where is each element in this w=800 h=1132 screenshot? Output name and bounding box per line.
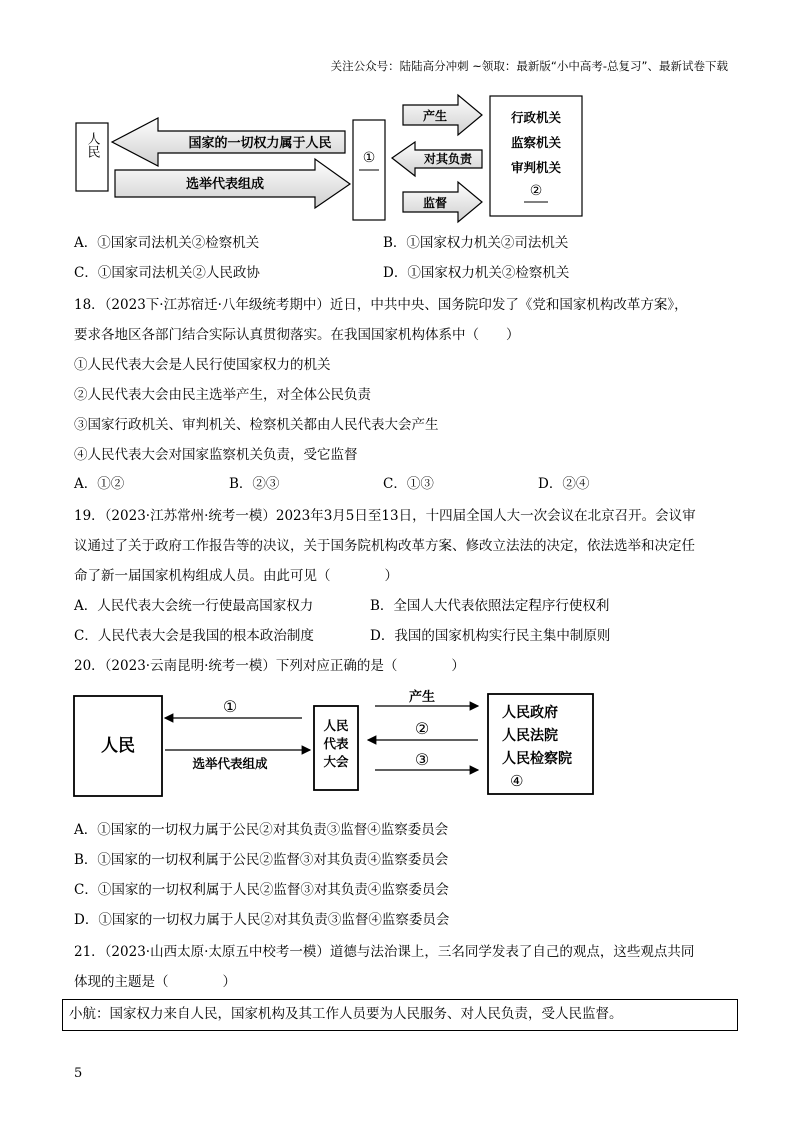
option-label: D． bbox=[370, 628, 395, 644]
organ-3: 审判机关 bbox=[510, 160, 562, 175]
q21-quote-box bbox=[62, 999, 738, 1031]
q21-quote-text: 小航：国家权力来自人民，国家机构及其工作人员要为人民服务、对人民负责，受人民监督。 bbox=[69, 1006, 623, 1022]
q19-option-c[interactable] bbox=[74, 626, 314, 646]
q18-stem-line2: 要求各地区各部门结合实际认真贯彻落实。在我国国家机构体系中（ ） bbox=[74, 327, 520, 343]
diagram-q17 bbox=[70, 90, 590, 225]
q20-option-b[interactable] bbox=[74, 850, 448, 870]
people-label: 人民 bbox=[84, 132, 100, 158]
option-text: ①③ bbox=[406, 476, 434, 492]
option-text: ①国家的一切权利属于公民②监督③对其负责④监察委员会 bbox=[97, 852, 449, 868]
center-mark: ① bbox=[362, 150, 376, 166]
organ-2: 人民法院 bbox=[502, 728, 558, 744]
option-label: D． bbox=[538, 476, 563, 492]
option-label: C． bbox=[74, 628, 98, 644]
q20-option-c[interactable] bbox=[74, 880, 449, 900]
option-label: C． bbox=[383, 476, 407, 492]
arrow-elect-label: 选举代表组成 bbox=[185, 177, 265, 192]
option-text: 我国的国家机构实行民主集中制原则 bbox=[394, 628, 611, 644]
option-label: A． bbox=[74, 822, 98, 838]
q18-stem-line1: 18．（2023下·江苏宿迁·八年级统考期中）近日，中共中央、国务院印发了《党和国家机构改革方案》， bbox=[74, 297, 688, 313]
option-text: ①国家的一切权力属于公民②对其负责③监督④监察委员会 bbox=[97, 822, 449, 838]
produce-label: 产生 bbox=[408, 690, 436, 705]
q19-stem-line1: 19．（2023·江苏常州·统考一模）2023年3月5日至13日，十四届全国人大一次会议在北京召开。会议审 bbox=[74, 508, 696, 524]
q17-option-a[interactable] bbox=[74, 233, 259, 253]
mark-2: ② bbox=[414, 719, 430, 738]
option-label: A． bbox=[74, 235, 98, 251]
organ-2: 监察机关 bbox=[510, 135, 562, 150]
q18-statement-2: ②人民代表大会由民主选举产生，对全体公民负责 bbox=[74, 387, 371, 403]
option-label: B． bbox=[74, 852, 98, 868]
mark-1: ① bbox=[222, 697, 238, 716]
option-label: C． bbox=[74, 265, 98, 281]
congress-line3: 大会 bbox=[323, 754, 349, 769]
q18-option-a[interactable] bbox=[74, 474, 124, 494]
diagram-q20 bbox=[70, 688, 600, 806]
option-text: ②④ bbox=[562, 476, 590, 492]
option-text: 人民代表大会是我国的根本政治制度 bbox=[97, 628, 314, 644]
option-text: ①国家司法机关②检察机关 bbox=[97, 235, 260, 251]
option-text: ①国家的一切权力属于人民②对其负责③监督④监察委员会 bbox=[98, 912, 450, 928]
q18-option-b[interactable] bbox=[229, 474, 279, 494]
option-label: A． bbox=[74, 476, 98, 492]
q18-statement-3: ③国家行政机关、审判机关、检察机关都由人民代表大会产生 bbox=[74, 417, 439, 433]
arrow-supervise-label: 监督 bbox=[422, 196, 448, 210]
organ-3: 人民检察院 bbox=[502, 751, 572, 767]
option-text: ①国家的一切权利属于人民②监督③对其负责④监察委员会 bbox=[97, 882, 449, 898]
option-label: C． bbox=[74, 882, 98, 898]
option-text: ②③ bbox=[252, 476, 280, 492]
option-text: ①② bbox=[97, 476, 125, 492]
q17-option-c[interactable] bbox=[74, 263, 260, 283]
option-text: ①国家权力机关②检察机关 bbox=[407, 265, 570, 281]
q20-option-a[interactable] bbox=[74, 820, 448, 840]
option-label: B． bbox=[229, 476, 253, 492]
q19-option-d[interactable] bbox=[370, 626, 610, 646]
page-number: 5 bbox=[74, 1066, 83, 1081]
people-label: 人民 bbox=[101, 736, 135, 756]
organ-1: 行政机关 bbox=[510, 110, 562, 125]
option-text: ①国家司法机关②人民政协 bbox=[97, 265, 260, 281]
option-label: A． bbox=[74, 598, 98, 614]
arrow-power-label: 国家的一切权力属于人民 bbox=[188, 136, 332, 151]
q18-option-d[interactable] bbox=[538, 474, 589, 494]
q19-stem-line2: 议通过了关于政府工作报告等的决议，关于国务院机构改革方案、修改立法法的决定，依法选举和决定任 bbox=[74, 538, 695, 554]
q19-stem-line3: 命了新一届国家机构组成人员。由此可见（ ） bbox=[74, 568, 398, 584]
q20-stem: 20．（2023·云南昆明·统考一模）下列对应正确的是（ ） bbox=[74, 658, 465, 674]
option-label: D． bbox=[74, 912, 99, 928]
organ-1: 人民政府 bbox=[502, 705, 558, 721]
congress-line1: 人民 bbox=[323, 718, 349, 733]
option-text: 人民代表大会统一行使最高国家权力 bbox=[97, 598, 314, 614]
organ-mark: ② bbox=[529, 183, 543, 199]
q17-option-b[interactable] bbox=[383, 233, 568, 253]
option-text: 全国人大代表依照法定程序行使权利 bbox=[393, 598, 610, 614]
q18-option-c[interactable] bbox=[383, 474, 434, 494]
elect-label: 选举代表组成 bbox=[192, 756, 268, 771]
q18-statement-4: ④人民代表大会对国家监察机关负责，受它监督 bbox=[74, 447, 358, 463]
mark-4: ④ bbox=[510, 772, 524, 790]
congress-line2: 代表 bbox=[323, 736, 349, 751]
q19-option-a[interactable] bbox=[74, 596, 313, 616]
option-text: ①国家权力机关②司法机关 bbox=[406, 235, 569, 251]
arrow-responsible-label: 对其负责 bbox=[423, 152, 473, 166]
q18-statement-1: ①人民代表大会是人民行使国家权力的机关 bbox=[74, 357, 331, 373]
option-label: D． bbox=[383, 265, 408, 281]
arrow-produce-label: 产生 bbox=[422, 109, 448, 123]
q20-option-d[interactable] bbox=[74, 910, 449, 930]
q19-option-b[interactable] bbox=[370, 596, 609, 616]
page-header: 关注公众号：陆陆高分冲刺 ~领取：最新版“小中高考-总复习”、最新试卷下载 bbox=[330, 59, 728, 73]
mark-3: ③ bbox=[414, 750, 430, 769]
q21-stem-line1: 21．（2023·山西太原·太原五中校考一模）道德与法治课上，三名同学发表了自己的观点，这些观点共同 bbox=[74, 944, 695, 960]
option-label: B． bbox=[383, 235, 407, 251]
q21-stem-line2: 体现的主题是（ ） bbox=[74, 974, 236, 990]
option-label: B． bbox=[370, 598, 394, 614]
q17-option-d[interactable] bbox=[383, 263, 569, 283]
